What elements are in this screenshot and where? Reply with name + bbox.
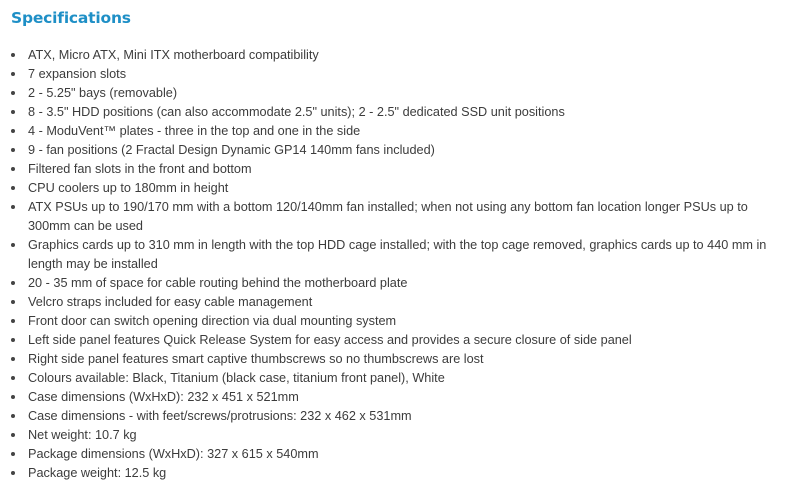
- spec-item-text: 20 - 35 mm of space for cable routing behind the motherboard plate: [28, 276, 408, 290]
- spec-item-text: 8 - 3.5" HDD positions (can also accommodate 2.5" units); 2 - 2.5" dedicated SSD unit positions: [28, 105, 565, 119]
- bullet-dot-icon: [11, 243, 15, 247]
- spec-item: [0, 407, 785, 426]
- spec-item-text: Left side panel features Quick Release System for easy access and provides a secure closure of side panel: [28, 333, 632, 347]
- bullet-dot-icon: [11, 357, 15, 361]
- spec-item-text: 4 - ModuVent™ plates - three in the top and one in the side: [28, 124, 361, 138]
- specifications-heading: Specifications: [11, 9, 131, 27]
- spec-item-text: 2 - 5.25" bays (removable): [28, 86, 178, 100]
- spec-item-text: Front door can switch opening direction via dual mounting system: [28, 314, 397, 328]
- bullet-dot-icon: [11, 376, 15, 380]
- spec-item-text: Case dimensions (WxHxD): 232 x 451 x 521mm: [28, 390, 299, 404]
- spec-item: [0, 179, 785, 198]
- spec-item: [0, 141, 785, 160]
- bullet-dot-icon: [11, 129, 15, 133]
- bullet-dot-icon: [11, 205, 15, 209]
- spec-item-text: Package weight: 12.5 kg: [28, 466, 167, 480]
- spec-item-text: ATX, Micro ATX, Mini ITX motherboard compatibility: [28, 48, 319, 62]
- bullet-dot-icon: [11, 433, 15, 437]
- spec-item: [0, 464, 785, 483]
- spec-item: [0, 312, 785, 331]
- spec-item-text: ATX PSUs up to 190/170 mm with a bottom 120/140mm fan installed; when not using any bottom fan location longer PSUs up to 300mm can be used: [28, 200, 748, 233]
- bullet-dot-icon: [11, 395, 15, 399]
- spec-item-text: CPU coolers up to 180mm in height: [28, 181, 229, 195]
- spec-item: [0, 369, 785, 388]
- bullet-dot-icon: [11, 319, 15, 323]
- spec-item: [0, 122, 785, 141]
- spec-item-text: Velcro straps included for easy cable management: [28, 295, 313, 309]
- bullet-dot-icon: [11, 91, 15, 95]
- spec-item-text: Net weight: 10.7 kg: [28, 428, 137, 442]
- spec-item: [0, 198, 785, 236]
- spec-item-text: Colours available: Black, Titanium (black case, titanium front panel), White: [28, 371, 445, 385]
- bullet-dot-icon: [11, 338, 15, 342]
- bullet-dot-icon: [11, 281, 15, 285]
- spec-item: [0, 160, 785, 179]
- spec-item: [0, 46, 785, 65]
- bullet-dot-icon: [11, 471, 15, 475]
- bullet-dot-icon: [11, 72, 15, 76]
- bullet-dot-icon: [11, 53, 15, 57]
- spec-item: [0, 388, 785, 407]
- spec-item-text: 7 expansion slots: [28, 67, 127, 81]
- spec-item: [0, 236, 785, 274]
- bullet-dot-icon: [11, 414, 15, 418]
- spec-item-text: 9 - fan positions (2 Fractal Design Dynamic GP14 140mm fans included): [28, 143, 435, 157]
- spec-item: [0, 103, 785, 122]
- bullet-dot-icon: [11, 300, 15, 304]
- spec-item: [0, 445, 785, 464]
- bullet-dot-icon: [11, 148, 15, 152]
- bullet-dot-icon: [11, 452, 15, 456]
- spec-item-text: Filtered fan slots in the front and bottom: [28, 162, 252, 176]
- specifications-list: [0, 46, 785, 483]
- spec-item: [0, 331, 785, 350]
- spec-item: [0, 293, 785, 312]
- spec-item-text: Case dimensions - with feet/screws/protrusions: 232 x 462 x 531mm: [28, 409, 412, 423]
- bullet-dot-icon: [11, 110, 15, 114]
- bullet-dot-icon: [11, 167, 15, 171]
- spec-item-text: Right side panel features smart captive thumbscrews so no thumbscrews are lost: [28, 352, 484, 366]
- spec-item: [0, 350, 785, 369]
- spec-item: [0, 84, 785, 103]
- spec-item: [0, 426, 785, 445]
- spec-item: [0, 274, 785, 293]
- spec-item: [0, 65, 785, 84]
- bullet-dot-icon: [11, 186, 15, 190]
- spec-item-text: Graphics cards up to 310 mm in length with the top HDD cage installed; with the top cage removed, graphics cards up to 440 mm in length may be installed: [28, 238, 767, 271]
- spec-item-text: Package dimensions (WxHxD): 327 x 615 x 540mm: [28, 447, 319, 461]
